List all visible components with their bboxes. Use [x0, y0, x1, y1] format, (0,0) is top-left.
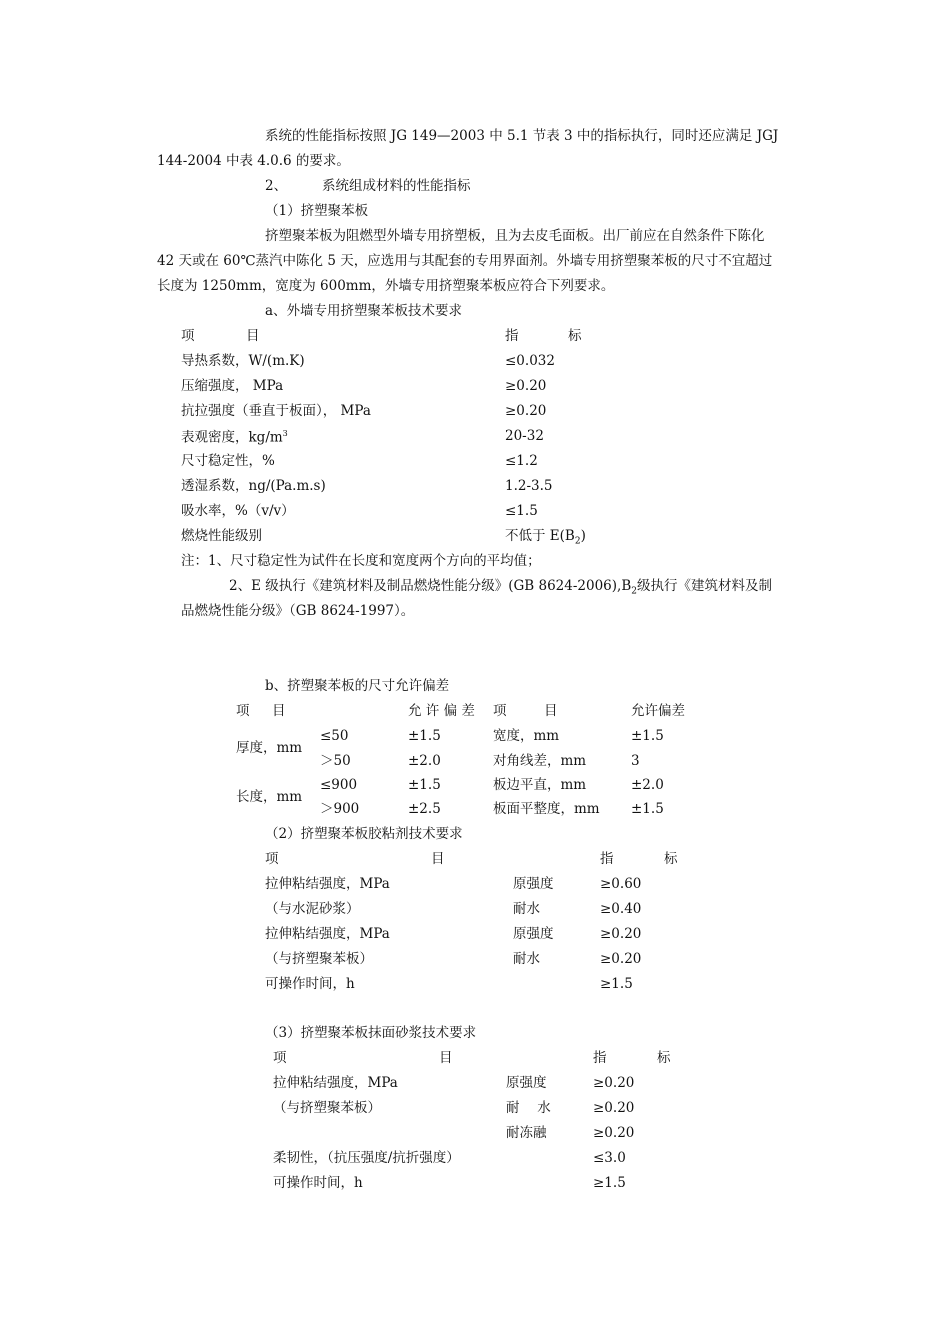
mortar-value: ≥0.20 [593, 1075, 635, 1091]
table-b-thickness: 厚度，mm [236, 740, 303, 756]
note-2 [229, 580, 772, 597]
mortar-value: ≥0.20 [593, 1125, 635, 1141]
table-a-head-item-2: 目 [246, 328, 260, 344]
xps-para-line-2: 42 天或在 60℃蒸汽中陈化 5 天，应选用与其配套的专用界面剂。外墙专用挤塑聚苯板的尺寸不宜超过 [157, 253, 773, 269]
table-b-head-deviation: 允 许 偏 差 [408, 703, 475, 719]
adhesive-value: ≥0.60 [600, 876, 642, 892]
close-paren: ) [580, 528, 586, 544]
table-a-head-value-1: 指 [505, 328, 519, 344]
table-b-dev: ±1.5 [408, 728, 441, 744]
density-label: 表观密度，kg/m [181, 429, 283, 446]
xps-heading: （1）挤塑聚苯板 [265, 203, 369, 219]
adhesive-item: 拉伸粘结强度，MPa [265, 876, 390, 892]
intro-line-1: 系统的性能指标按照 JG 149—2003 中 5.1 节表 3 中的指标执行，同时还应满足 JGJ [265, 128, 779, 144]
adhesive-value: ≥0.20 [600, 951, 642, 967]
table-a-value: 20-32 [505, 428, 544, 444]
table-b-cond: ≤50 [320, 728, 349, 744]
mortar-heading: （3）挤塑聚苯板抹面砂浆技术要求 [265, 1025, 477, 1041]
table-a-item: 导热系数，W/(m.K) [181, 353, 305, 369]
table-b-head-item2-1: 项 [493, 703, 507, 719]
superscript-3: 3 [282, 429, 288, 438]
adhesive-cond: 原强度 [513, 876, 554, 892]
adhesive-heading: （2）挤塑聚苯板胶粘剂技术要求 [265, 826, 463, 842]
table-b-head-deviation-2: 允许偏差 [631, 703, 685, 719]
table-b-length: 长度，mm [236, 789, 303, 805]
adhesive-item: 可操作时间，h [265, 976, 355, 992]
table-b-item: 板面平整度，mm [493, 801, 600, 817]
table-a-caption: a、外墙专用挤塑聚苯板技术要求 [265, 303, 463, 319]
adhesive-value: ≥1.5 [600, 976, 633, 992]
table-a-item: 抗拉强度（垂直于板面）， MPa [181, 403, 371, 419]
table-a-value: ≤1.2 [505, 453, 538, 469]
table-a-value: ≤1.5 [505, 503, 538, 519]
table-b-dev2: ±2.0 [631, 777, 664, 793]
table-b-caption: b、挤塑聚苯板的尺寸允许偏差 [265, 678, 450, 694]
table-b-head-item-2: 目 [272, 703, 286, 719]
adhesive-head-item-1: 项 [265, 851, 279, 867]
adhesive-head-value-2: 标 [664, 851, 678, 867]
mortar-head-value-1: 指 [593, 1050, 607, 1066]
table-a-value: ≥0.20 [505, 403, 547, 419]
table-b-cond: ≤900 [320, 777, 358, 793]
note-1: 注：1、尺寸稳定性为试件在长度和宽度两个方向的平均值； [181, 553, 541, 569]
table-b-item: 对角线差，mm [493, 753, 587, 769]
section-title: 系统组成材料的性能指标 [322, 178, 471, 194]
table-b-item: 板边平直，mm [493, 777, 587, 793]
table-b-dev: ±2.0 [408, 753, 441, 769]
mortar-cond: 耐 水 [506, 1100, 551, 1116]
adhesive-cond: 耐水 [513, 951, 540, 967]
table-b-dev2: ±1.5 [631, 801, 664, 817]
mortar-item: （与挤塑聚苯板） [273, 1100, 381, 1116]
adhesive-cond: 耐水 [513, 901, 540, 917]
adhesive-value: ≥0.40 [600, 901, 642, 917]
adhesive-head-value-1: 指 [600, 851, 614, 867]
mortar-cond: 原强度 [506, 1075, 547, 1091]
table-b-head-item-1: 项 [236, 703, 250, 719]
table-a-item: 吸水率，%（v/v） [181, 503, 295, 519]
xps-para-line-1: 挤塑聚苯板为阻燃型外墙专用挤塑板，且为去皮毛面板。出厂前应在自然条件下陈化 [265, 228, 765, 244]
table-b-head-item2-2: 目 [544, 703, 558, 719]
xps-para-line-3: 长度为 1250mm，宽度为 600mm，外墙专用挤塑聚苯板应符合下列要求。 [157, 278, 615, 294]
adhesive-value: ≥0.20 [600, 926, 642, 942]
mortar-value: ≥0.20 [593, 1100, 635, 1116]
table-a-head-item-1: 项 [181, 328, 195, 344]
table-b-dev: ±2.5 [408, 801, 441, 817]
adhesive-item: 拉伸粘结强度，MPa [265, 926, 390, 942]
table-a-value-fire [505, 530, 586, 547]
table-b-cond: ＞50 [320, 753, 351, 769]
mortar-value: ≥1.5 [593, 1175, 626, 1191]
table-a-item: 压缩强度， MPa [181, 378, 284, 394]
table-a-item-density [181, 430, 288, 445]
adhesive-item: （与水泥砂浆） [265, 901, 360, 917]
mortar-item: 拉伸粘结强度，MPa [273, 1075, 398, 1091]
mortar-head-item-2: 目 [439, 1050, 453, 1066]
table-b-item: 宽度，mm [493, 728, 560, 744]
mortar-head-item-1: 项 [273, 1050, 287, 1066]
mortar-cond: 耐冻融 [506, 1125, 547, 1141]
adhesive-cond: 原强度 [513, 926, 554, 942]
note-2-part-a: 2、E 级执行《建筑材料及制品燃烧性能分级》(GB 8624-2006),B [229, 578, 632, 594]
intro-line-2: 144-2004 中表 4.0.6 的要求。 [157, 153, 350, 169]
table-a-value: ≥0.20 [505, 378, 547, 394]
mortar-item: 柔韧性，（抗压强度/抗折强度） [273, 1150, 460, 1166]
adhesive-item: （与挤塑聚苯板） [265, 951, 373, 967]
note-2-part-b: 级执行《建筑材料及制 [637, 578, 772, 594]
table-b-dev2: ±1.5 [631, 728, 664, 744]
table-a-head-value-2: 标 [568, 328, 582, 344]
adhesive-head-item-2: 目 [431, 851, 445, 867]
table-a-item: 尺寸稳定性，% [181, 453, 275, 469]
subscript-2: 2 [574, 536, 581, 547]
table-b-cond: ＞900 [320, 801, 360, 817]
table-b-dev2: 3 [631, 753, 640, 769]
table-b-dev: ±1.5 [408, 777, 441, 793]
section-number: 2、 [265, 178, 288, 194]
table-a-item: 燃烧性能级别 [181, 528, 262, 544]
table-a-item: 透湿系数，ng/(Pa.m.s) [181, 478, 326, 494]
mortar-value: ≤3.0 [593, 1150, 626, 1166]
note-3: 品燃烧性能分级》（GB 8624-1997）。 [181, 603, 415, 619]
table-a-value: 1.2-3.5 [505, 478, 553, 494]
mortar-item: 可操作时间，h [273, 1175, 363, 1191]
fire-grade: 不低于 E(B [505, 528, 575, 544]
note-2-subscript: 2 [631, 586, 637, 597]
table-a-value: ≤0.032 [505, 353, 555, 369]
mortar-head-value-2: 标 [657, 1050, 671, 1066]
